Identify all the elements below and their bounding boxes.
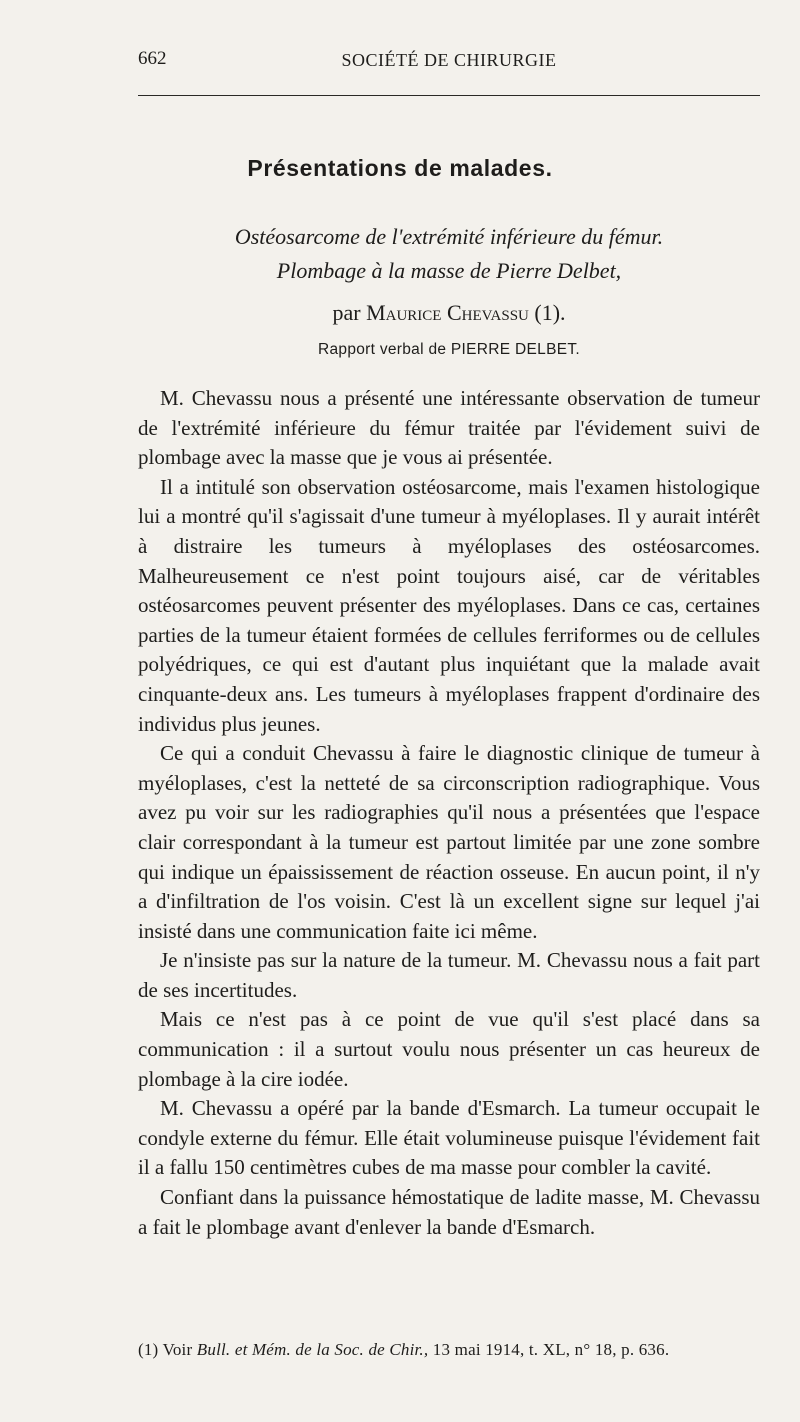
article-title-line-2: Plombage à la masse de Pierre Delbet, <box>276 258 622 283</box>
paragraph: M. Chevassu a opéré par la bande d'Esmarch. La tumeur occupait le condyle externe du fémur. Elle était volumineuse puisque l'évidement fait il a fallu 150 centimètres cubes de ma masse pour combler la cavité. <box>138 1096 760 1180</box>
paragraph: Mais ce n'est pas à ce point de vue qu'il s'est placé dans sa communication : il a surtout voulu nous présenter un cas heureux de plombage à la cire iodée. <box>138 1007 760 1091</box>
section-title: Présentations de malades. <box>247 155 553 181</box>
byline-prefix: par <box>332 300 361 325</box>
author-name: Maurice Chevassu <box>366 300 529 325</box>
footnote-details: 13 mai 1914, t. XL, n° 18, p. 636. <box>432 1340 670 1359</box>
header-rule <box>138 95 760 96</box>
paragraph: Je n'insiste pas sur la nature de la tumeur. M. Chevassu nous a fait part de ses incertitudes. <box>138 948 760 1002</box>
footnote-journal: Bull. et Mém. de la Soc. de Chir., <box>196 1340 429 1359</box>
paragraph: Ce qui a conduit Chevassu à faire le diagnostic clinique de tumeur à myéloplases, c'est la netteté de sa circonscription radiographique. Vous avez pu voir sur les radiographies qu'il nous a présentées que l'espace clair correspondant à la tumeur est partout limitée par une zone sombre qui indique un épaississement de réaction osseuse. En aucun point, il n'y a d'infiltration de l'os voisin. C'est là un excellent signe sur lequel j'ai insisté dans une communication faite ici même. <box>138 741 760 943</box>
journal-title: SOCIÉTÉ DE CHIRURGIE <box>341 50 557 70</box>
body-text <box>138 384 760 1242</box>
footnote-marker: (1) Voir <box>138 1340 193 1359</box>
footnote <box>138 1340 760 1360</box>
paragraph: Il a intitulé son observation ostéosarcome, mais l'examen histologique lui a montré qu'il s'agissait d'une tumeur à myéloplases. Il y aurait intérêt à distraire les tumeurs à myéloplases des ostéosarcomes. Malheureusement ce n'est point toujours aisé, car de véritables ostéosarcomes peuvent présenter des myéloplases. Dans ce cas, certaines parties de la tumeur étaient formées de cellules ferriformes ou de cellules polyédriques, ce qui est d'autant plus inquiétant que la malade avait cinquante-deux ans. Les tumeurs à myéloplases frappent d'ordinaire des individus plus jeunes. <box>138 474 760 736</box>
running-header <box>138 48 760 78</box>
footnote-reference: (1). <box>534 300 566 325</box>
byline <box>138 300 760 326</box>
paragraph: Confiant dans la puissance hémostatique de ladite masse, M. Chevassu a fait le plombage avant d'enlever la bande d'Esmarch. <box>138 1185 760 1239</box>
article-title-line-1: Ostéosarcome de l'extrémité inférieure du fémur. <box>234 224 664 249</box>
page-number: 662 <box>138 48 167 69</box>
report-line: Rapport verbal de PIERRE DELBET. <box>317 341 581 358</box>
paragraph: M. Chevassu nous a présenté une intéressante observation de tumeur de l'extrémité inférieure du fémur traitée par l'évidement suivi de plombage avec la masse que je vous ai présentée. <box>138 386 760 470</box>
